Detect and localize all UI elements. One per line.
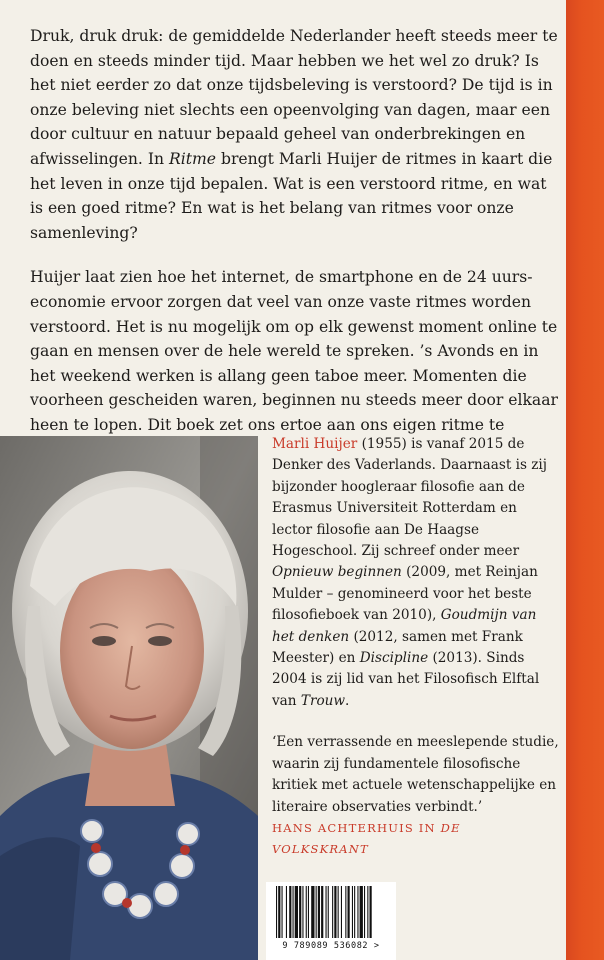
quote-attribution: HANS ACHTERHUIS IN DE VOLKSKRANT (272, 820, 461, 856)
blurb-paragraph-1: Druk, druk druk: de gemiddelde Nederlander heeft steeds meer te doen en steeds minder tijd. Maar hebben we het wel zo druk? Is het niet eerder zo dat onze tijdsbeleving is verstoord? De tijd is in onze beleving niet slechts een opeenvolging van dagen, maar een door cultuur en natuur bepaald geheel van onderbrekingen en afwisselingen. In Ritme brengt Marli Huijer de ritmes in kaart die het leven in onze tijd bepalen. Wat is een verstoord ritme, en wat is een goed ritme? En wat is het belang van ritmes voor onze samenleving? (30, 27, 558, 242)
barcode-bar (293, 886, 294, 938)
author-name: Marli Huijer (272, 436, 358, 452)
barcode-bar (332, 886, 333, 938)
author-photo (0, 436, 258, 960)
bio-paragraph: Marli Huijer (1955) is vanaf 2015 de Denker des Vaderlands. Daarnaast is zij bijzonder hoogleraar filosofie aan de Erasmus Universiteit Rotterdam en lector filosofie aan De Haagse Hogeschool. Zij schreef onder meer Opnieuw beginnen (2009, met Reinjan Mulder – genomineerd voor het beste filosofieboek van 2010), Goudmijn van het denken (2012, samen met Frank Meester) en Discipline (2013). Sinds 2004 is zij lid van het Filosofisch Elftal van Trouw. (272, 436, 547, 709)
barcode-bar (306, 886, 307, 938)
barcode-bar (321, 886, 323, 938)
barcode-bar (354, 886, 355, 938)
back-cover-blurb (30, 24, 560, 482)
barcode-bar (282, 886, 283, 938)
barcode-bar (341, 886, 342, 938)
barcode-bar (352, 886, 353, 938)
barcode-bar (370, 886, 372, 938)
barcode-bar (286, 886, 287, 938)
barcode-bar (326, 886, 327, 938)
isbn-number: 9 789089 536082 > (282, 941, 380, 951)
barcode-bar (318, 886, 320, 938)
barcode-bar (308, 886, 309, 938)
book-title: Ritme (168, 149, 216, 168)
barcode-bar (367, 886, 368, 938)
barcode-bar (302, 886, 303, 938)
barcode-bar (364, 886, 365, 938)
barcode-bar (338, 886, 339, 938)
barcode-bar (357, 886, 358, 938)
book-spine-stripe (566, 0, 604, 960)
barcode-bar (289, 886, 291, 938)
barcode-bar (278, 886, 280, 938)
barcode-bar (295, 886, 298, 938)
barcode-bar (334, 886, 336, 938)
review-quote: ‘Een verrassende en meeslepende studie, waarin zij fundamentele filosofische kritiek met actuele wetenschappelijke en literaire observaties verbindt.’ (272, 734, 559, 815)
barcode-bar (328, 886, 329, 938)
barcode-bar (345, 886, 346, 938)
barcode-bar (348, 886, 350, 938)
blurb-paragraph-2: Huijer laat zien hoe het internet, de smartphone en de 24 uurs-economie ervoor zorgen dat veel van onze vaste ritmes worden verstoord. Het is nu mogelijk om op elk gewenst moment online te gaan en mensen over de hele wereld te spreken. ’s Avonds en in het weekend werken is allang geen taboe meer. Momenten die voorheen gescheiden waren, beginnen nu steeds meer door elkaar heen te lopen. Dit boek zet ons ertoe aan ons eigen ritme te (30, 268, 558, 434)
author-bio (272, 434, 560, 860)
barcode-bar (360, 886, 363, 938)
barcode-bar (276, 886, 277, 938)
barcode-bar (299, 886, 301, 938)
barcode-bar (316, 886, 317, 938)
barcode-bar (311, 886, 314, 938)
